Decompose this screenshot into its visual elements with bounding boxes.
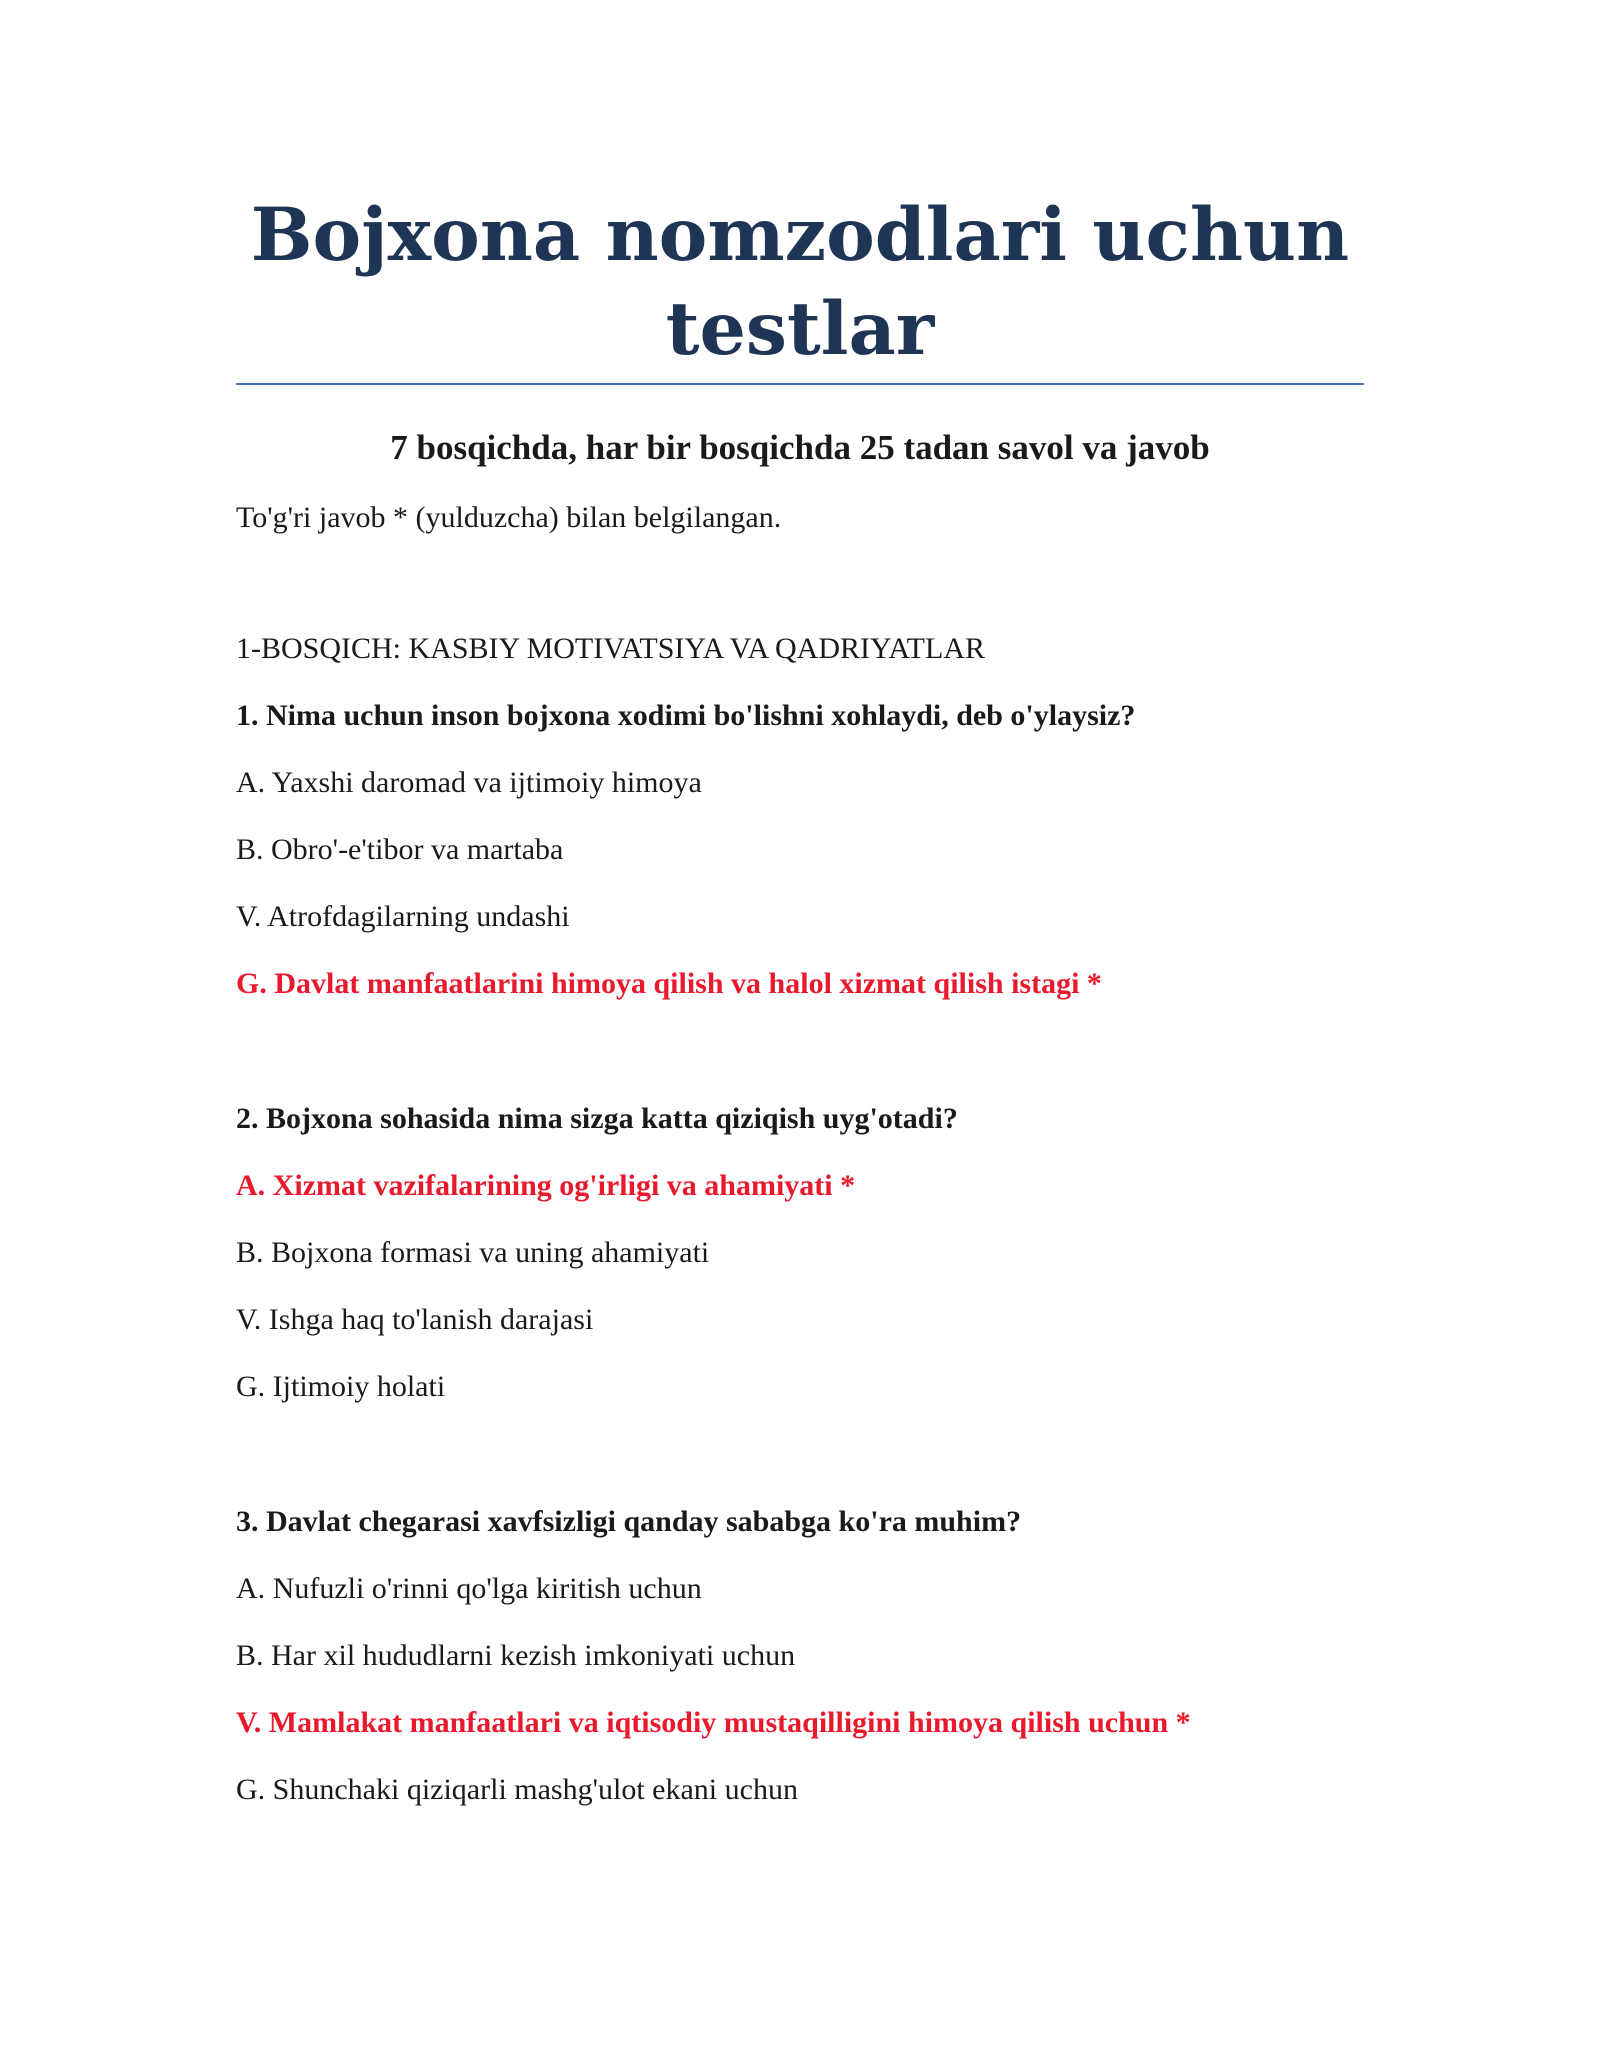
section-heading: 1-BOSQICH: KASBIY MOTIVATSIYA VA QADRIYATLAR [236, 632, 985, 665]
correct-answer-option: A. Xizmat vazifalarining og'irligi va ahamiyati * [236, 1169, 856, 1202]
answer-option: A. Nufuzli o'rinni qo'lga kiritish uchun [236, 1572, 702, 1605]
correct-answer-option: G. Davlat manfaatlarini himoya qilish va halol xizmat qilish istagi * [236, 967, 1102, 1000]
question-text: 2. Bojxona sohasida nima sizga katta qiziqish uyg'otadi? [236, 1102, 958, 1135]
answer-option: A. Yaxshi daromad va ijtimoiy himoya [236, 766, 702, 799]
answer-option: G. Ijtimoiy holati [236, 1370, 446, 1403]
document-subtitle: 7 bosqichda, har bir bosqichda 25 tadan savol va javob [390, 428, 1210, 467]
answer-option: G. Shunchaki qiziqarli mashg'ulot ekani uchun [236, 1773, 798, 1806]
answer-option: B. Har xil hududlarni kezish imkoniyati uchun [236, 1639, 796, 1672]
title-divider [236, 383, 1364, 385]
document-title: Bojxona nomzodlari uchun testlar [250, 192, 1350, 372]
answer-key-note: To'g'ri javob * (yulduzcha) bilan belgilangan. [236, 501, 782, 534]
answer-option: B. Obro'-e'tibor va martaba [236, 833, 564, 866]
question-text: 1. Nima uchun inson bojxona xodimi bo'lishni xohlaydi, deb o'ylaysiz? [236, 699, 1136, 732]
correct-answer-option: V. Mamlakat manfaatlari va iqtisodiy mustaqilligini himoya qilish uchun * [236, 1706, 1191, 1739]
answer-option: B. Bojxona formasi va uning ahamiyati [236, 1236, 710, 1269]
answer-option: V. Ishga haq to'lanish darajasi [236, 1303, 594, 1336]
question-text: 3. Davlat chegarasi xavfsizligi qanday sababga ko'ra muhim? [236, 1505, 1022, 1538]
answer-option: V. Atrofdagilarning undashi [236, 900, 570, 933]
